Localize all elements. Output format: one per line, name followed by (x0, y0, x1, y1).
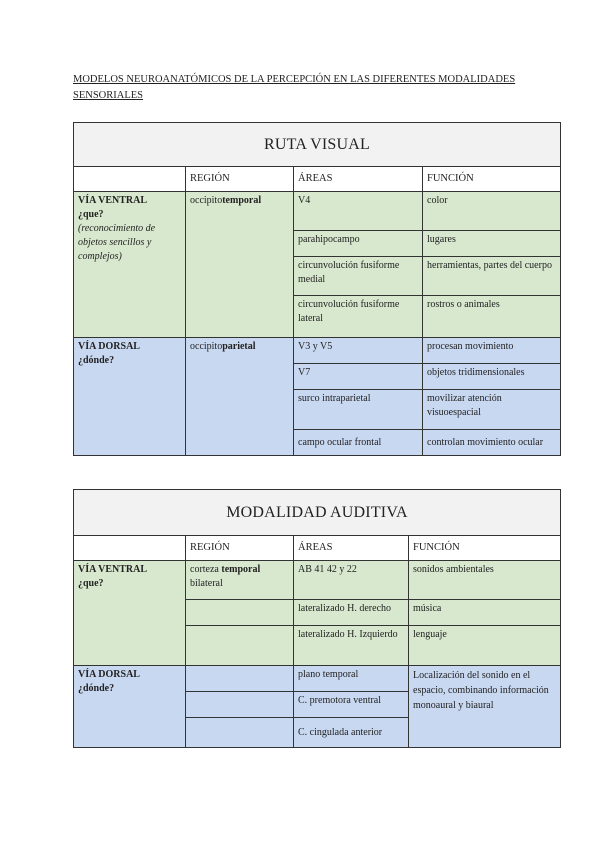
pathway-question: ¿que? (78, 209, 104, 220)
pathway-name: VÍA DORSAL (78, 669, 140, 680)
region-empty-cell (186, 692, 294, 718)
header-empty (74, 536, 186, 561)
region-bold: temporal (221, 564, 261, 575)
pathway-question: ¿que? (78, 578, 104, 589)
region-empty-cell (186, 718, 294, 748)
funcion-cell: movilizar atención visuoespacial (423, 390, 561, 430)
funcion-cell: música (409, 600, 561, 626)
ventral-pathway-label (74, 561, 186, 666)
funcion-cell: lenguaje (409, 626, 561, 666)
area-cell: surco intraparietal (294, 390, 423, 430)
funcion-cell: objetos tridimensionales (423, 364, 561, 390)
region-empty-cell (186, 600, 294, 626)
header-region: REGIÓN (186, 167, 294, 192)
funcion-cell: herramientas, partes del cuerpo (423, 257, 561, 296)
area-cell: AB 41 42 y 22 (294, 561, 409, 600)
funcion-cell: rostros o animales (423, 296, 561, 338)
funcion-cell: sonidos ambientales (409, 561, 561, 600)
pathway-name: VÍA VENTRAL (78, 195, 147, 206)
dorsal-pathway-label (74, 666, 186, 748)
header-funcion: FUNCIÓN (409, 536, 561, 561)
header-empty (74, 167, 186, 192)
region-empty-cell (186, 626, 294, 666)
area-cell: C. cingulada anterior (294, 718, 409, 748)
region-prefix: occipito (190, 195, 223, 206)
header-areas: ÁREAS (294, 167, 423, 192)
table-title: MODALIDAD AUDITIVA (74, 490, 561, 536)
area-cell: V3 y V5 (294, 338, 423, 364)
ventral-region (186, 561, 294, 600)
visual-pathway-table (73, 122, 561, 456)
pathway-question: ¿dónde? (78, 355, 115, 366)
ventral-region (186, 192, 294, 338)
funcion-cell: procesan movimiento (423, 338, 561, 364)
funcion-cell: color (423, 192, 561, 231)
table-title: RUTA VISUAL (74, 123, 561, 167)
funcion-cell: controlan movimiento ocular (423, 430, 561, 456)
region-bold: temporal (222, 195, 262, 206)
area-cell: V4 (294, 192, 423, 231)
auditory-modality-table (73, 489, 561, 748)
dorsal-funcion: Localización del sonido en el espacio, combinando información monoaural y biaural (409, 666, 561, 748)
region-empty-cell (186, 666, 294, 692)
area-cell: lateralizado H. derecho (294, 600, 409, 626)
pathway-question: ¿dónde? (78, 683, 115, 694)
area-cell: C. premotora ventral (294, 692, 409, 718)
pathway-name: VÍA DORSAL (78, 341, 140, 352)
region-prefix: occipito (190, 341, 223, 352)
pathway-note: (reconocimiento de objetos sencillos y complejos) (78, 223, 156, 262)
ventral-pathway-label (74, 192, 186, 338)
document-title: MODELOS NEUROANATÓMICOS DE LA PERCEPCIÓN EN LAS DIFERENTES MODALIDADES SENSORIALES (73, 74, 516, 101)
area-cell: circunvolución fusiforme lateral (294, 296, 423, 338)
area-cell: campo ocular frontal (294, 430, 423, 456)
header-funcion: FUNCIÓN (423, 167, 561, 192)
funcion-cell: lugares (423, 231, 561, 257)
dorsal-pathway-label (74, 338, 186, 456)
dorsal-region (186, 338, 294, 456)
area-cell: V7 (294, 364, 423, 390)
pathway-name: VÍA VENTRAL (78, 564, 147, 575)
area-cell: parahipocampo (294, 231, 423, 257)
area-cell: lateralizado H. Izquierdo (294, 626, 409, 666)
region-bold: parietal (222, 341, 256, 352)
header-areas: ÁREAS (294, 536, 409, 561)
area-cell: circunvolución fusiforme medial (294, 257, 423, 296)
area-cell: plano temporal (294, 666, 409, 692)
region-prefix: corteza (190, 564, 222, 575)
region-suffix: bilateral (190, 578, 223, 589)
header-region: REGIÓN (186, 536, 294, 561)
